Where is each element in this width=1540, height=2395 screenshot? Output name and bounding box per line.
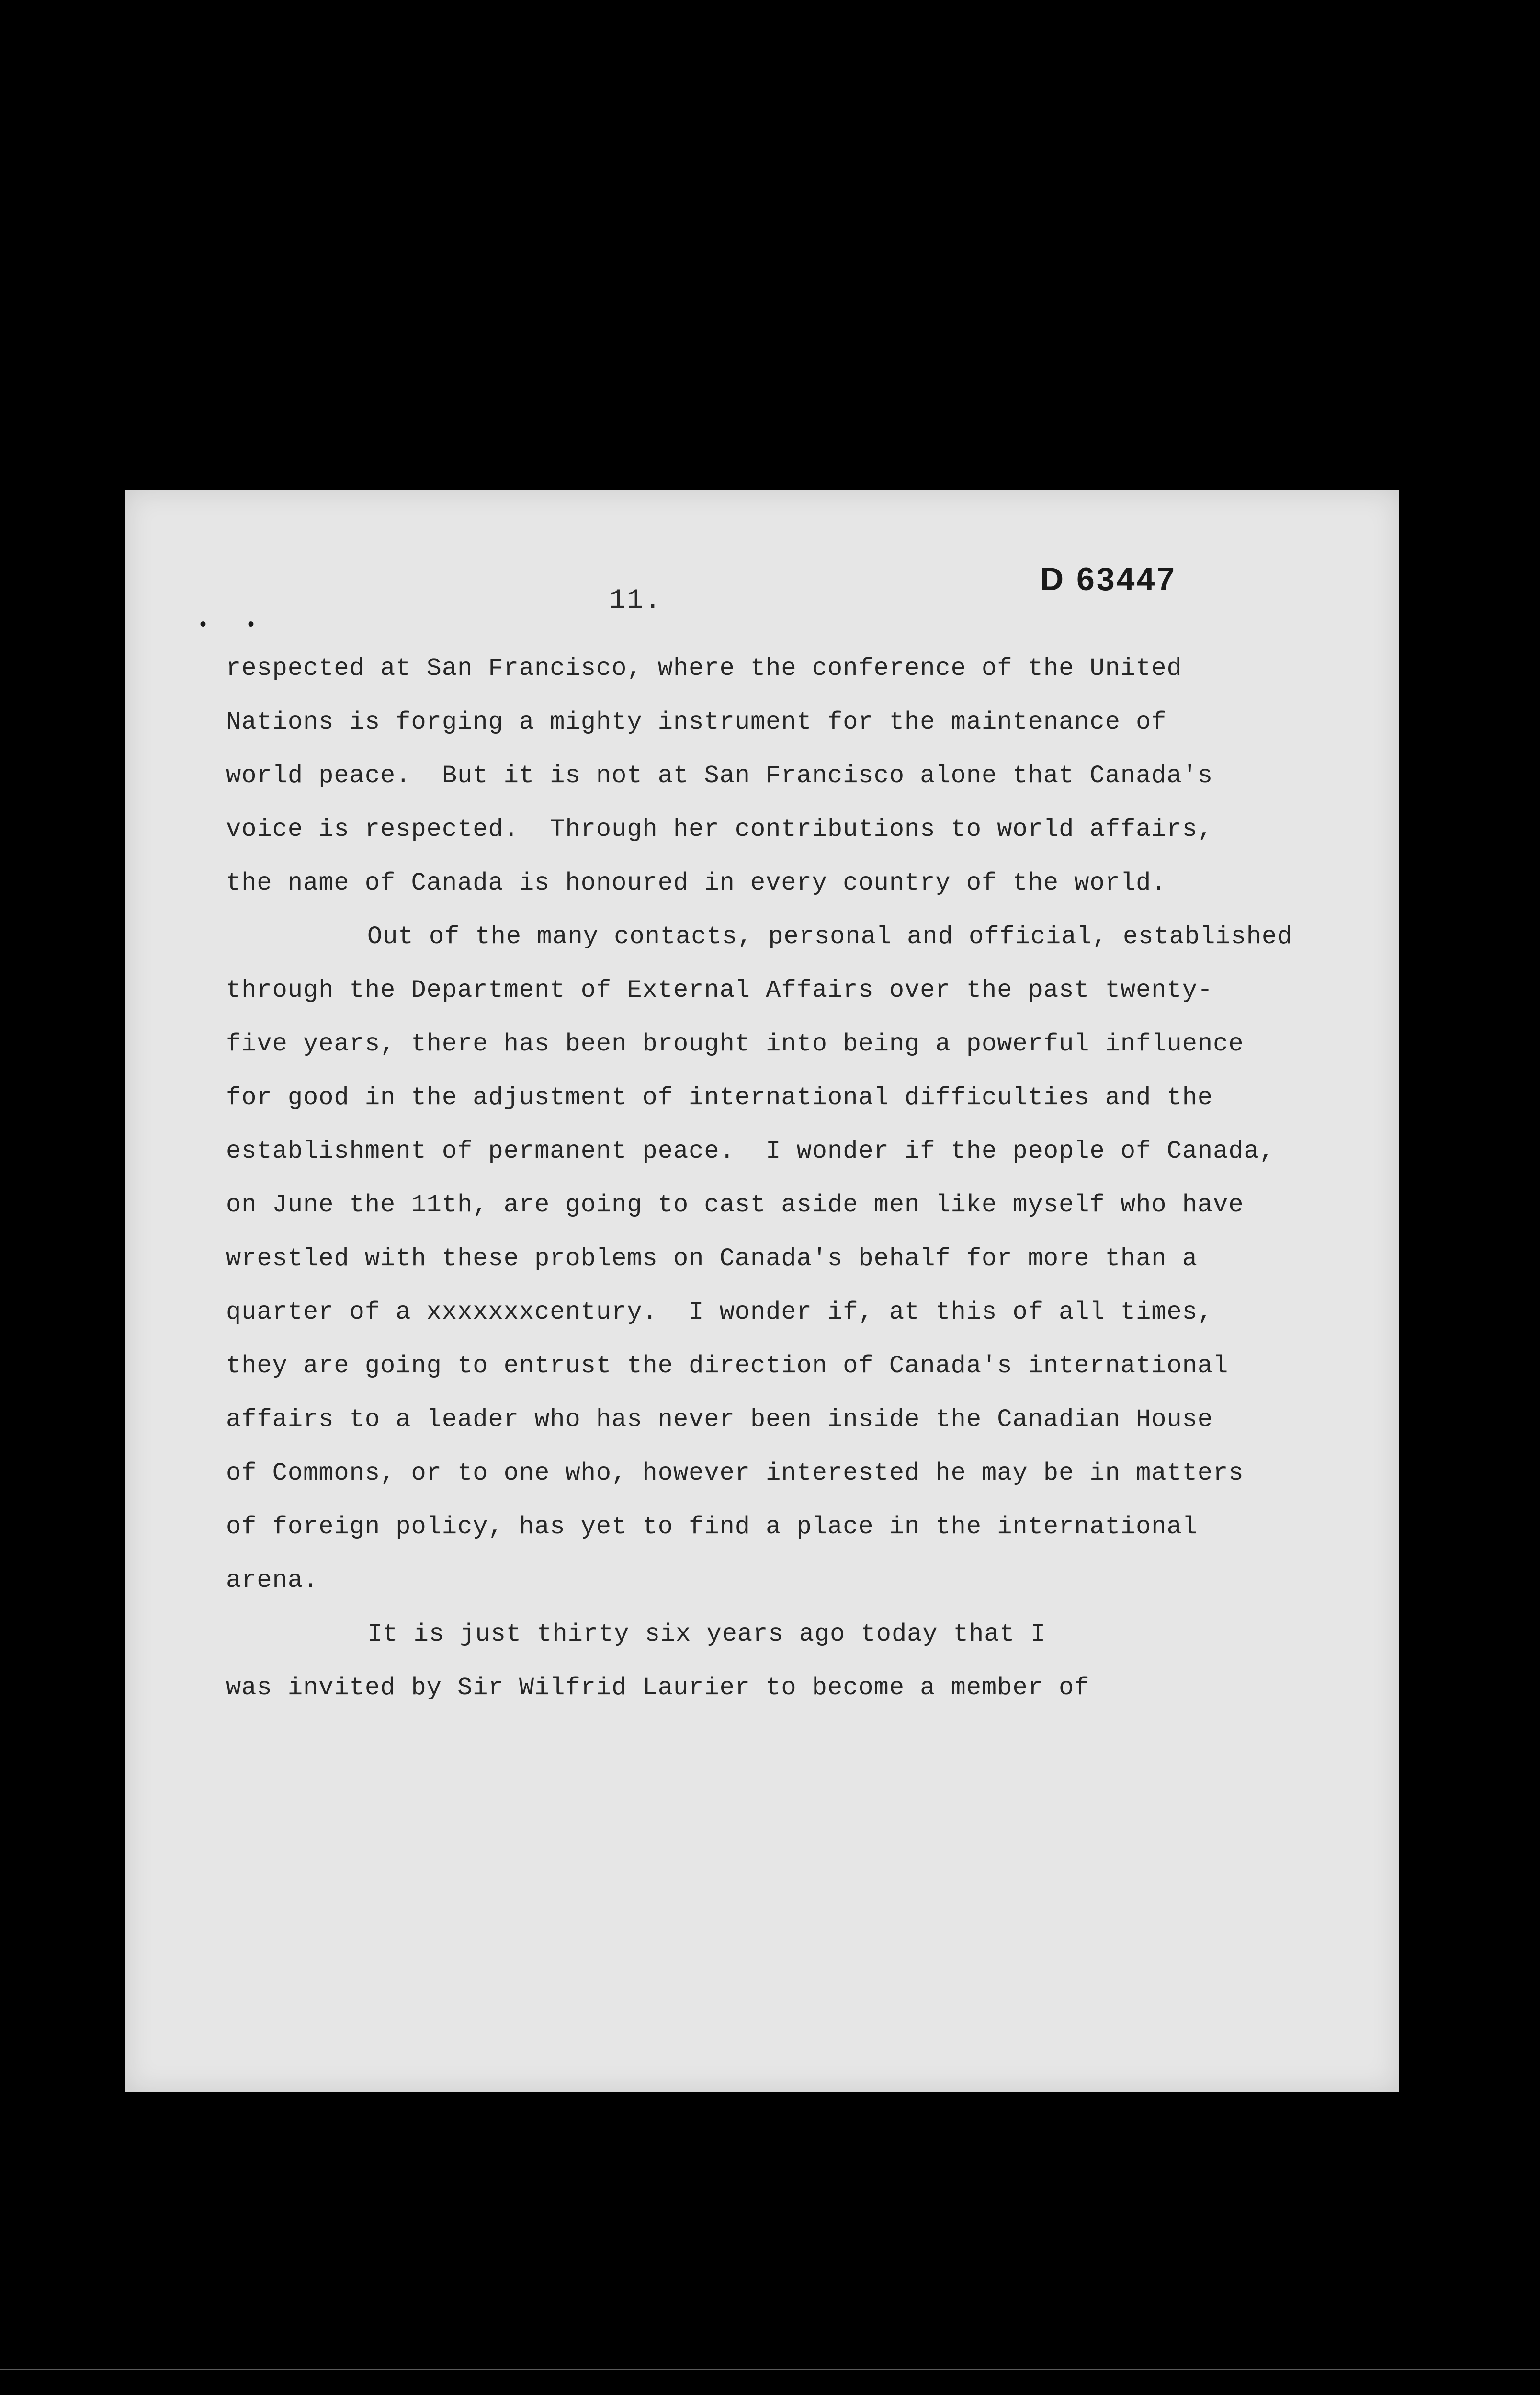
text-line-indented: Out of the many contacts, personal and official, established bbox=[367, 923, 1293, 951]
text-line: through the Department of External Affairs over the past twenty- bbox=[226, 976, 1213, 1004]
text-line: of foreign policy, has yet to find a place in the international bbox=[226, 1513, 1198, 1541]
scan-edge-rule bbox=[0, 2369, 1540, 2370]
text-line: the name of Canada is honoured in every country of the world. bbox=[226, 869, 1167, 897]
text-line: was invited by Sir Wilfrid Laurier to become a member of bbox=[226, 1674, 1090, 1702]
text-line: respected at San Francisco, where the conference of the United bbox=[226, 654, 1182, 683]
document-page bbox=[125, 490, 1399, 2092]
text-line: for good in the adjustment of international difficulties and the bbox=[226, 1083, 1213, 1112]
margin-marks: • • bbox=[197, 615, 270, 637]
text-line: voice is respected. Through her contributions to world affairs, bbox=[226, 815, 1213, 844]
text-line: of Commons, or to one who, however interested he may be in matters bbox=[226, 1459, 1244, 1487]
text-line: they are going to entrust the direction of Canada's international bbox=[226, 1352, 1229, 1380]
text-line: establishment of permanent peace. I wonder if the people of Canada, bbox=[226, 1137, 1275, 1165]
text-line-indented: It is just thirty six years ago today that I bbox=[367, 1620, 1046, 1648]
text-line: world peace. But it is not at San Francisco alone that Canada's bbox=[226, 762, 1213, 790]
page-number: 11. bbox=[609, 585, 662, 616]
text-line: affairs to a leader who has never been inside the Canadian House bbox=[226, 1405, 1213, 1434]
archive-document-id: D 63447 bbox=[1040, 561, 1177, 597]
text-line: Nations is forging a mighty instrument for the maintenance of bbox=[226, 708, 1167, 736]
text-line: quarter of a xxxxxxxcentury. I wonder if, at this of all times, bbox=[226, 1298, 1213, 1326]
text-line: wrestled with these problems on Canada's behalf for more than a bbox=[226, 1244, 1198, 1273]
text-line: on June the 11th, are going to cast aside men like myself who have bbox=[226, 1191, 1244, 1219]
text-line: five years, there has been brought into being a powerful influence bbox=[226, 1030, 1244, 1058]
body-text bbox=[226, 642, 1385, 1715]
text-line: arena. bbox=[226, 1566, 319, 1595]
